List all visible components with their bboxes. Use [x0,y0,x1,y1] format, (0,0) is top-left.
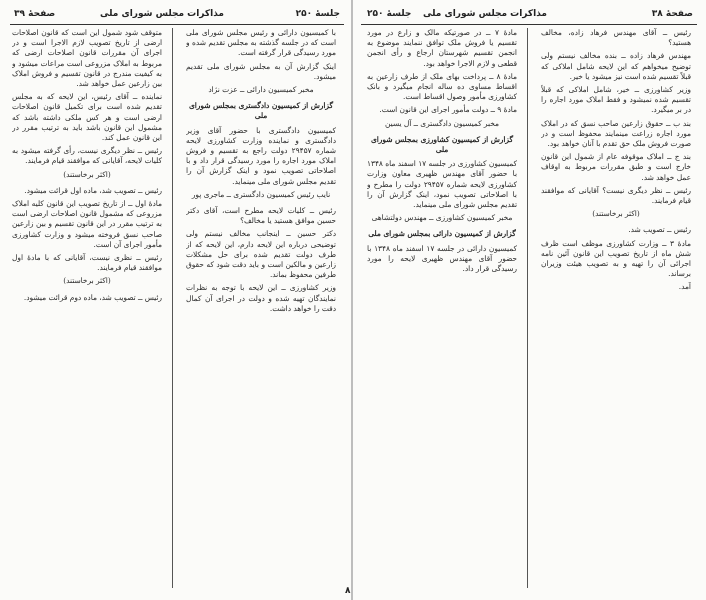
paragraph: مادهٔ ۳ ــ وزارت کشاورزی موظف است ظرف شش ماه از تاریخ تصویب این قانون آئین نامه اجرائی آن را تهیه و به تصویب هیئت وزیران برساند. [541,238,691,279]
paragraph: کمیسیون دادگستری با حضور آقای وزیر دادگستری و نماینده وزارت کشاورزی لایحه شماره ۲۹۴۵۷ دولت راجع به تقسیم و فروش املاک مورد اجاره را مورد رسیدگی قرار داد و با اصلاحاتی تصویب نمود و اینک گزارش آن را تقدیم مجلس شورای ملی مینماید. [186,125,336,186]
paragraph: متوقف شود شمول این است که قانون اصلاحات ارضی از تاریخ تصویب لازم الاجرا است و در اجرای آن مقررات قانون اصلاحات ارضی که مربوط به املاک مزروعی است مراعات میشود و به کیفیت مندرج در قانون تقسیم و فروش املاک بین زارعین عمل خواهد شد. [12,28,162,89]
paragraph: رئیس ــ نظر دیگری نیست، رأی گرفته میشود به کلیات لایحه، آقایانی که موافقند قیام فرمایند. [12,146,162,166]
paragraph: رئیس ــ تصویب شد، ماده اول قرائت میشود. [24,185,162,195]
section-heading: گزارش از کمیسیون دادگستری بمجلس شورای ملی [188,101,334,121]
paragraph: (اکثر برخاستند) [63,276,111,286]
signature-line: مخبر کمیسیون کشاورزی ــ مهندس دولتشاهی [371,213,513,223]
paragraph: رئیس ــ نظر دیگری نیست؟ آقایانی که موافقند قیام فرمایند. [541,185,691,206]
left-page-session: جلسهٔ ۲۵۰ [295,9,340,19]
left-page-column-right [186,28,336,590]
section-heading: گزارش از کمیسیون دارائی بمجلس شورای ملی [368,229,516,239]
paragraph: مادهٔ ۹ ــ دولت مأمور اجرای این قانون است. [379,105,517,115]
paragraph: وزیر کشاورزی ــ خیر، شامل املاکی که قبلاً تقسیم شده نمیشود و فقط املاک مورد اجاره را در بر میگیرد. [541,85,691,115]
left-page-number: صفحهٔ ۳۹ [14,9,56,19]
right-page-session: جلسهٔ ۲۵۰ [367,9,412,19]
paragraph: مادهٔ ۸ ــ پرداخت بهای ملک از طرف زارعین به اقساط مساوی ده ساله انجام میگیرد و بانک کشاورزی مأمور وصول اقساط است. [367,71,517,102]
right-page [353,0,706,600]
paragraph: بند ب ــ حقوق زارعین صاحب نسق که در املاک مورد اجاره زراعت مینمایند محفوظ است و در صورت فروش ملک حق تقدم با آنان خواهد بود. [541,118,691,149]
section-heading: گزارش از کمیسیون کشاورزی بمجلس شورای ملی [370,134,514,155]
left-page-header [10,6,344,25]
right-page-title: مذاکرات مجلس شورای ملی [422,9,547,19]
paragraph: نماینده ــ آقای رئیس، این لایحه که به مجلس تقدیم شده است برای تکمیل قانون اصلاحات ارضی است و هر کس ملکی داشته باشد که مشمول این قانون باشد باید به ترتیب مقرر در این قانون عمل کند. [12,92,162,143]
paragraph: اینک گزارش آن به مجلس شورای ملی تقدیم میشود. [186,61,336,81]
signature-line: مخبر کمیسیون دادگستری ــ آل یسین [385,118,499,128]
signature-line: مخبر کمیسیون دارائی ــ عزت نژاد [208,85,314,95]
paragraph: رئیس ــ کلیات لایحه مطرح است، آقای دکتر حسین موافق هستید یا مخالف؟ [186,206,336,226]
paragraph: مادهٔ ۷ ــ در صورتیکه مالک و زارع در مورد تقسیم یا فروش ملک توافق ننمایند موضوع به انجمن تقسیم شهرستان ارجاع و رأی انجمن قطعی و لازم الاجرا خواهد بود. [367,28,517,68]
signature-line: نایب رئیس کمیسیون دادگستری ــ ماجری پور [191,189,331,199]
left-page-column-left [12,28,162,590]
paragraph: مهندس فرهاد زاده ــ بنده مخالف نیستم ولی توضیح میخواهم که این لایحه شامل املاکی که قبلاً تقسیم شده است نیز میشود یا خیر. [541,51,691,81]
right-page-header [361,6,697,25]
column-divider [527,28,528,588]
paragraph: (اکثر برخاستند) [592,209,640,219]
paragraph: رئیس ــ تصویب شد. [628,225,691,235]
paragraph: وزیر کشاورزی ــ این لایحه با توجه به نظرات نمایندگان تهیه شده و دولت در اجرای آن کمال دقت را خواهد داشت. [186,283,336,313]
paragraph: با کمیسیون دارائی و رئیس مجلس شورای ملی است که در جلسه گذشته به مجلس تقدیم شده و مورد رسیدگی قرار گرفته است. [186,28,336,58]
footer-mark: ۸ [345,586,351,596]
paragraph: کمیسیون کشاورزی در جلسه ۱۷ اسفند ماه ۱۳۴۸ با حضور آقای مهندس ظهیری معاون وزارت کشاورزی لایحه شماره ۲۹۴۵۷ دولت را مطرح و با اصلاحاتی تصویب نمود، اینک گزارش آن را تقدیم مجلس شورای ملی مینماید. [367,159,517,210]
left-page-title: مذاکرات مجلس شورای ملی [99,9,224,19]
paragraph: رئیس ــ آقای مهندس فرهاد زاده، مخالف هستید؟ [541,28,691,48]
paragraph: دکتر حسین ــ اینجانب مخالف نیستم ولی توضیحی درباره این لایحه دارم، این لایحه که از طرف دولت تقدیم شده برای حل مشکلات زارعین و مالکین است و باید دقت شود که حقوق طرفین محفوظ بماند. [186,229,336,280]
paragraph: مادهٔ اول ــ از تاریخ تصویب این قانون کلیه املاک مزروعی که مشمول قانون اصلاحات ارضی است به ترتیب مقرر در این قانون تقسیم و بین زارعین صاحب نسق فروخته میشود و وزارت کشاورزی مأمور اجرای آن است. [12,199,162,249]
paragraph: کمیسیون دارائی در جلسه ۱۷ اسفند ماه ۱۳۴۸ با حضور آقای مهندس ظهیری لایحه را مورد رسیدگی قرار داد. [367,243,517,274]
paragraph: رئیس ــ تصویب شد، ماده دوم قرائت میشود. [23,292,162,302]
column-divider [172,28,173,588]
right-page-column-right [541,28,691,590]
paragraph: آمد. [678,282,691,292]
paragraph: بند ج ــ املاک موقوفه عام از شمول این قانون خارج است و طبق مقررات مربوط به اوقاف عمل خواهد شد. [541,152,691,182]
paragraph: (اکثر برخاستند) [63,169,111,179]
right-page-number: صفحهٔ ۳۸ [651,9,693,19]
paragraph: رئیس ــ نظری نیست، آقایانی که با مادهٔ اول موافقند قیام فرمایند. [12,253,162,273]
right-page-column-left [367,28,517,590]
